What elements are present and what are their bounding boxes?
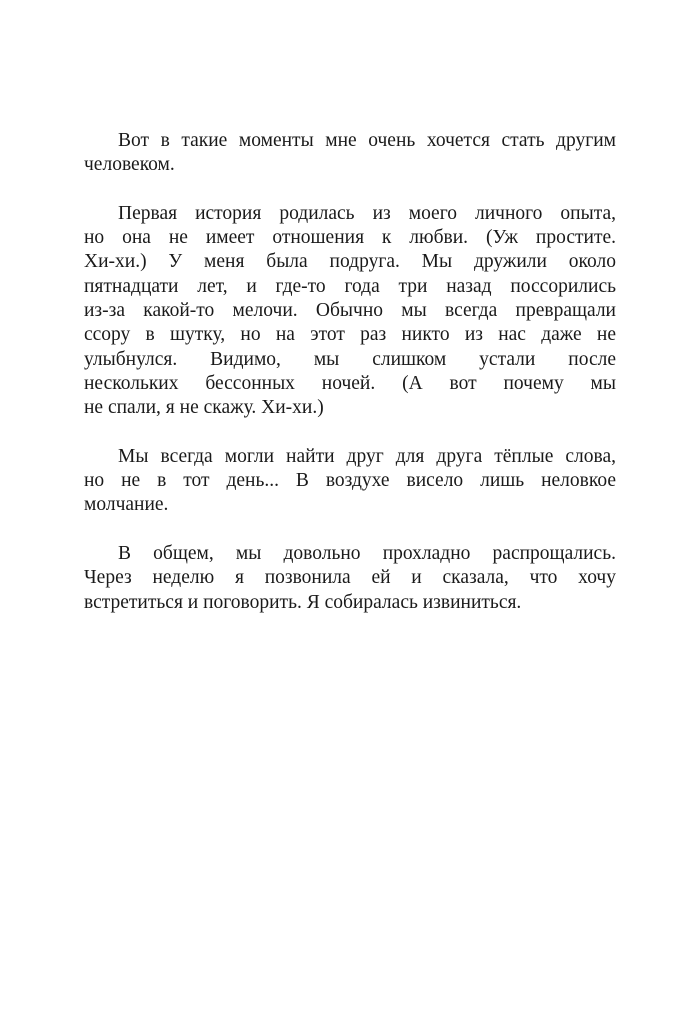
text-line: молчание. [84,494,169,516]
text-line: Мы всегда могли найти друг для друга тёплые слова, [118,445,616,467]
paragraph-4 [84,542,616,615]
text-line: Хи-хи.) У меня была подруга. Мы дружили около [84,251,616,273]
text-line: ссору в шутку, но на этот раз никто из нас даже не [84,324,616,346]
text-line: встретиться и поговорить. Я собиралась извиниться. [84,591,522,613]
text-line: нескольких бессонных ночей. (А вот почему мы [84,372,616,394]
text-line: но она не имеет отношения к любви. (Уж простите. [84,227,616,249]
text-line: Первая история родилась из моего личного опыта, [118,202,616,224]
text-line: Через неделю я позвонила ей и сказала, что хочу [84,567,616,589]
text-line: человеком. [84,154,175,176]
paragraph-2 [84,202,616,421]
paragraph-1 [84,129,616,178]
text-line: не спали, я не скажу. Хи-хи.) [84,397,324,419]
text-line: улыбнулся. Видимо, мы слишком устали после [84,348,616,370]
text-line: пятнадцати лет, и где-то года три назад поссорились [84,275,616,297]
text-line: Вот в такие моменты мне очень хочется стать другим [118,130,616,151]
body-text [84,129,616,639]
text-line: но не в тот день... В воздухе висело лишь неловкое [84,470,616,492]
text-line: В общем, мы довольно прохладно распрощались. [118,543,616,565]
text-line: из-за какой-то мелочи. Обычно мы всегда превращали [84,300,616,322]
paragraph-3 [84,445,616,518]
